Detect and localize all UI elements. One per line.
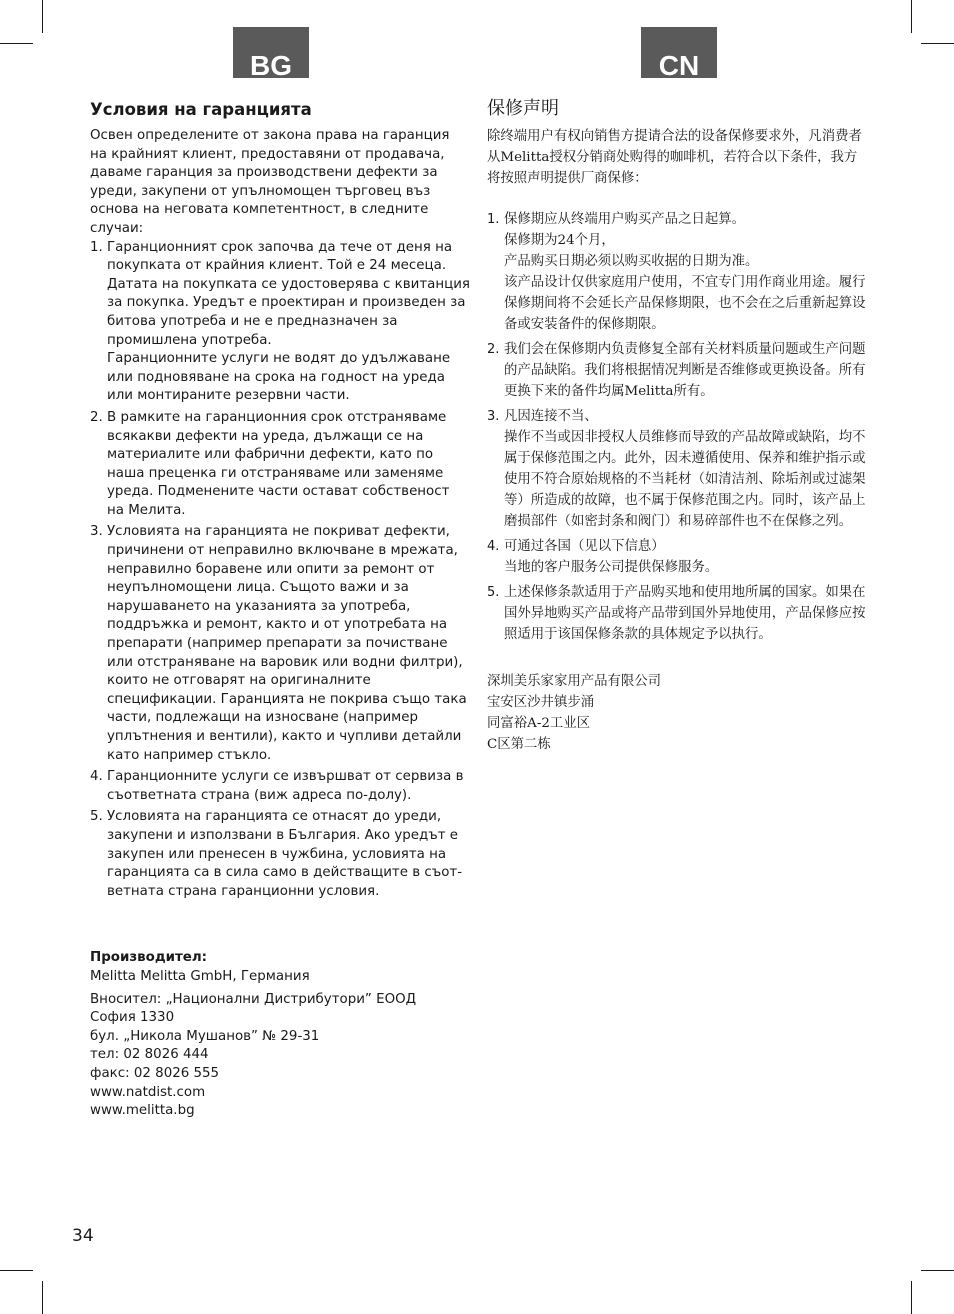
importer-line: тел: 02 8026 444: [90, 1047, 209, 1063]
manufacturer-block: [90, 949, 470, 1120]
address-line: 深圳美乐家家用产品有限公司: [487, 674, 662, 689]
importer-line: София 1330: [90, 1010, 175, 1026]
bg-warranty-list: [90, 239, 470, 902]
list-text: В рамките на гаранционния срок отстраняваме всякакви дефекти на уреда, дължащи се на материалите или фабрични дефекти, като по наша преценка ги отстраняваме или заменяме уреда. Подменените части остават собственост на Мелита.: [107, 409, 450, 518]
crop-mark: [0, 43, 33, 44]
list-text: 我们会在保修期内负责修复全部有关材料质量问题或生产问题的产品缺陷。我们将根据情况判断是否维修或更换设备。所有更换下来的备件均属Melitta所有。: [504, 342, 866, 399]
list-item: [90, 523, 470, 765]
list-text: 当地的客户服务公司提供保修服务。: [504, 560, 719, 575]
importer-website: www.melitta.bg: [90, 1103, 195, 1119]
list-number: 1.: [90, 239, 103, 255]
list-item: [90, 768, 470, 805]
list-item: [487, 536, 867, 578]
crop-mark: [911, 1281, 912, 1314]
list-item: [90, 409, 470, 521]
language-tab-bg-label: BG: [250, 50, 292, 81]
list-text: Гаранционните услуги се извършват от сервиза в съответната страна (виж адреса по-долу).: [107, 769, 464, 803]
list-item: [487, 582, 867, 645]
list-text: Условията на гаранцията не покриват дефекти, причинени от неправилно включване в мрежата, неправилно боравене или опити за ремонт от неупълномощени лица. Същото важи и за нарушаването на указанията за употреба, поддръжка и ремонт, както и от употребата на препарати (например препарати за почистване или отстраняване на варовик или водни филтри), които не отговарят на оригиналните спецификации. Гаранцията не покрива също така части, подлежащи на износване (например уплътнения и вентили), както и чупливи детайли като например стъкло.: [107, 524, 467, 763]
importer-line: факс: 02 8026 555: [90, 1065, 220, 1081]
crop-mark: [921, 43, 954, 44]
bg-intro: Освен определените от закона права на гаранция на крайният клиент, предоставяни от продавача, даваме гаранция за производствени дефекти за уреди, закупени от упълномощен търговец въз основа на неговата компетентност, в следните случаи:: [90, 128, 450, 236]
language-tab-bg: [233, 27, 309, 81]
cn-column: [487, 96, 867, 755]
list-text: Гаранционните услуги не водят до удължаване или подновяване на срока на годност на уреда или монтираните резервни части.: [107, 351, 451, 404]
language-tab-cn: [641, 27, 717, 81]
importer-block: [90, 991, 470, 1121]
cn-warranty-title: 保修声明: [487, 98, 559, 119]
page-number: 34: [72, 1226, 94, 1246]
importer-website: www.natdist.com: [90, 1084, 206, 1100]
manufacturer-label: Производител:: [90, 950, 208, 966]
list-item: [487, 209, 867, 335]
list-number: 4.: [487, 539, 500, 554]
crop-mark: [921, 1270, 954, 1271]
list-number: 3.: [90, 524, 103, 540]
crop-mark: [42, 1281, 43, 1314]
list-item: [90, 808, 470, 901]
importer-line: Вносител: „Национални Дистрибутори” ЕООД: [90, 991, 417, 1007]
list-text: 保修期为24个月，: [504, 233, 615, 248]
list-item: [487, 406, 867, 532]
list-text: 保修期应从终端用户购买产品之日起算。: [504, 212, 746, 227]
cn-intro: 除终端用户有权向销售方提请合法的设备保修要求外，凡消费者从Melitta授权分销商处购得的咖啡机，若符合以下条件，我方将按照声明提供厂商保修：: [487, 129, 862, 186]
list-number: 5.: [487, 585, 500, 600]
list-text: 操作不当或因非授权人员维修而导致的产品故障或缺陷，均不属于保修范围之内。此外，因未遵循使用、保养和维护指示或使用不符合原始规格的不当耗材（如清洁剂、除垢剂或过滤架等）所造成的故障，也不属于保修范围之内。同时，该产品上磨损部件（如密封条和阀门）和易碎部件也不在保修之列。: [504, 430, 866, 529]
list-number: 2.: [90, 409, 103, 425]
list-number: 2.: [487, 342, 500, 357]
manufacturer-name: Melitta Melitta GmbH, Германия: [90, 968, 310, 984]
address-line: C区第二栋: [487, 737, 551, 752]
crop-mark: [0, 1270, 33, 1271]
address-line: 宝安区沙井镇步涌: [487, 695, 595, 710]
list-text: 上述保修条款适用于产品购买地和使用地所属的国家。如果在国外异地购买产品或将产品带到国外异地使用，产品保修应按照适用于该国保修条款的具体规定予以执行。: [504, 585, 866, 642]
list-number: 3.: [487, 409, 500, 424]
bg-column: [90, 96, 470, 1121]
list-number: 1.: [487, 212, 500, 227]
crop-mark: [42, 0, 43, 33]
language-tab-cn-label: CN: [658, 50, 700, 81]
list-item: [90, 239, 470, 406]
list-number: 4.: [90, 769, 103, 785]
list-text: 该产品设计仅供家庭用户使用，不宜专门用作商业用途。履行保修期间将不会延长产品保修期限，也不会在之后重新起算设备或安装备件的保修期限。: [504, 275, 866, 332]
bg-warranty-title: Условия на гаранцията: [90, 100, 312, 119]
address-line: 同富裕A-2工业区: [487, 716, 591, 731]
list-item: [487, 339, 867, 402]
list-text: 产品购买日期必须以购买收据的日期为准。: [504, 254, 759, 269]
list-number: 5.: [90, 809, 103, 825]
importer-line: бул. „Никола Мушанов” № 29-31: [90, 1028, 320, 1044]
cn-address-block: [487, 671, 867, 755]
list-text: Условията на гаранцията се отнасят до уреди, закупени и използвани в България. Ако уредът е закупен или пренесен в чужбина, условията на гаранцията са в сила само в действащите в съот-ветната страна гаранционни условия.: [107, 809, 463, 899]
cn-warranty-list: [487, 209, 867, 645]
list-text: 凡因连接不当、: [504, 409, 598, 424]
crop-mark: [911, 0, 912, 33]
list-text: 可通过各国（见以下信息）: [504, 539, 665, 554]
list-text: Гаранционният срок започва да тече от деня на покупката от крайния клиент. Той е 24 месеца. Датата на покупката се удостоверява с квитанция за покупка. Уредът е проектиран и произведен за битова употреба и не е предназначен за промишлена употреба.: [107, 239, 470, 348]
